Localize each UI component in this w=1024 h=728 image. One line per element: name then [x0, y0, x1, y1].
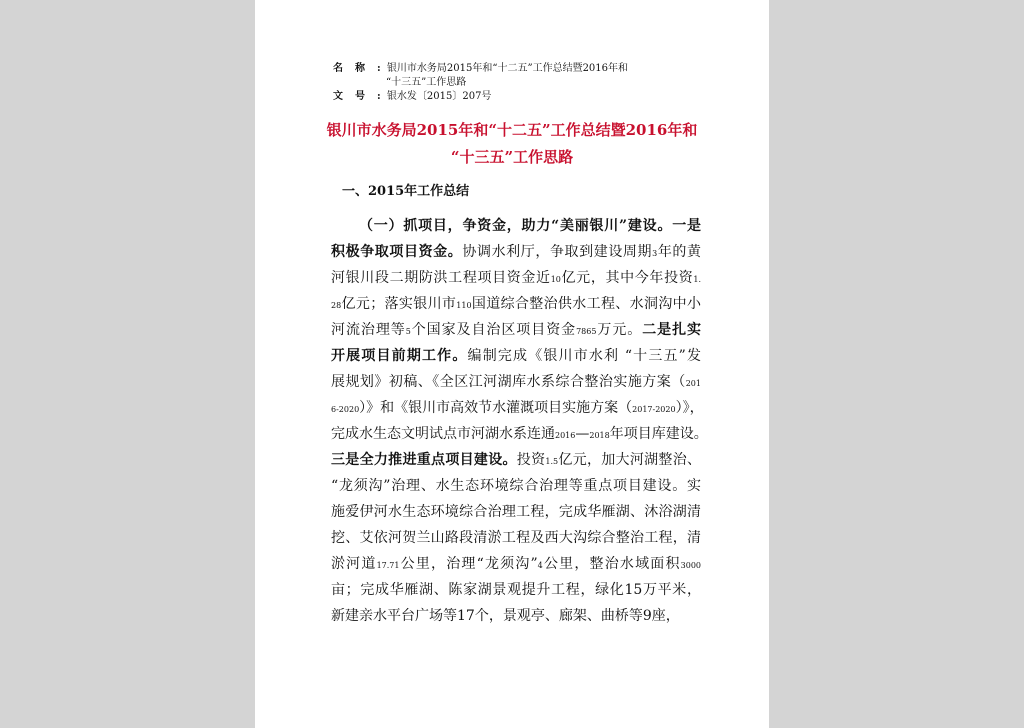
document-page	[255, 0, 769, 728]
body-text: ）》，	[675, 400, 704, 416]
body-line	[331, 580, 701, 600]
body-number: 2016	[555, 431, 576, 440]
body-text: 施爱伊河水生态环境综合治理工程，完成华雁湖、沐浴湖清	[331, 504, 701, 520]
body-text: 公里，整治水域面积	[542, 556, 681, 572]
body-number: 3000	[680, 561, 701, 570]
body-line	[331, 502, 701, 522]
doc-title-line-1: 银川市水务局2015年和“十二五”工作总结暨2016年和	[326, 121, 698, 139]
body-text: 新建亲水平台广场等17个，景观亭、廊架、曲桥等9座，	[331, 608, 680, 624]
body-number: 2018	[589, 431, 610, 440]
body-line	[331, 320, 701, 342]
body-text: 挖、艾依河贺兰山路段清淤工程及西大沟综合整治工程，清	[331, 530, 701, 546]
body-text: 国道综合整治供水工程、水洞沟中小	[471, 296, 702, 312]
body-line	[331, 268, 701, 290]
body-text: 亿元，其中今年投资	[560, 270, 694, 286]
body-number: 7865	[576, 327, 597, 336]
body-number: 1.	[693, 275, 701, 284]
meta-name-row	[333, 62, 628, 76]
body-text: （一）抓项目，争资金，助力“美丽银川”建设。一是	[359, 218, 701, 234]
body-text: 公里，治理“龙须沟”	[399, 556, 538, 572]
body-number: 10	[550, 275, 561, 284]
body-number: 17.71	[376, 561, 400, 570]
body-number: 6-2020	[331, 405, 360, 414]
meta-doc-row	[333, 90, 491, 104]
section-heading: 一、2015年工作总结	[342, 184, 470, 199]
doc-title-line-2: “十三五”工作思路	[450, 148, 574, 166]
body-line	[331, 528, 701, 548]
body-text: 河流治理等	[331, 322, 406, 338]
body-number: 201	[685, 379, 701, 388]
body-line	[359, 216, 701, 236]
body-number: 5	[405, 327, 411, 336]
body-text: 投资	[516, 452, 546, 468]
body-text: 积极争取项目资金。	[331, 244, 463, 260]
body-text: 亿元；落实银川市	[341, 296, 457, 312]
body-text: 河银川段二期防洪工程项目资金近	[331, 270, 551, 286]
body-text: 年的黄	[657, 244, 702, 260]
body-text: 亩；完成华雁湖、陈家湖景观提升工程，绿化15万平米，	[331, 582, 701, 598]
body-text: 万元。	[596, 322, 643, 338]
body-number: 28	[331, 301, 342, 310]
body-text: 完成水生态文明试点市河湖水系连通	[331, 426, 555, 442]
doc-label-colon: :	[377, 91, 381, 102]
body-number: 1.5	[545, 457, 559, 466]
doc-label-2: 号	[355, 91, 365, 102]
body-line	[331, 398, 704, 420]
name-value: 银川市水务局2015年和“十二五”工作总结暨2016年和	[386, 63, 629, 74]
body-text: “龙须沟”治理、水生态环境综合治理等重点项目建设。实	[331, 478, 701, 494]
body-text: 协调水利厅，争取到建设周期	[462, 244, 653, 260]
body-text: 三是全力推进重点项目建设。	[331, 452, 517, 468]
name-value-continued: “十三五”工作思路	[386, 77, 467, 88]
body-text: 开展项目前期工作。	[331, 348, 468, 364]
body-line	[331, 424, 708, 446]
body-text: 编制完成《银川市水利 “十三五”发	[467, 348, 702, 364]
body-text: 二是扎实	[642, 322, 702, 338]
body-text: 年项目库建设。	[609, 426, 708, 442]
body-text: 展规划》初稿、《全区江河湖库水系综合整治实施方案（	[331, 374, 686, 390]
body-number: 3	[652, 249, 658, 258]
body-number: 4	[537, 561, 543, 570]
name-label-1: 名	[333, 63, 343, 74]
body-text: 淤河道	[331, 556, 377, 572]
body-text: —	[575, 426, 590, 442]
body-line	[331, 450, 701, 472]
body-line	[331, 372, 701, 394]
body-text: 个国家及自治区项目资金	[410, 322, 577, 338]
body-line	[331, 554, 701, 576]
body-line	[331, 294, 701, 316]
name-label-colon: :	[377, 63, 381, 74]
body-line	[331, 476, 701, 496]
doc-label-1: 文	[333, 91, 343, 102]
body-text: ）》和《银川市高效节水灌溉项目实施方案（	[359, 400, 633, 416]
body-line	[331, 606, 701, 626]
body-line	[331, 242, 701, 264]
body-number: 110	[456, 301, 472, 310]
body-line	[331, 346, 701, 366]
body-number: 2017-2020	[632, 405, 676, 414]
body-text: 亿元，加大河湖整治、	[558, 452, 702, 468]
doc-number: 银水发〔2015〕207号	[386, 91, 492, 102]
name-label-2: 称	[355, 63, 365, 74]
